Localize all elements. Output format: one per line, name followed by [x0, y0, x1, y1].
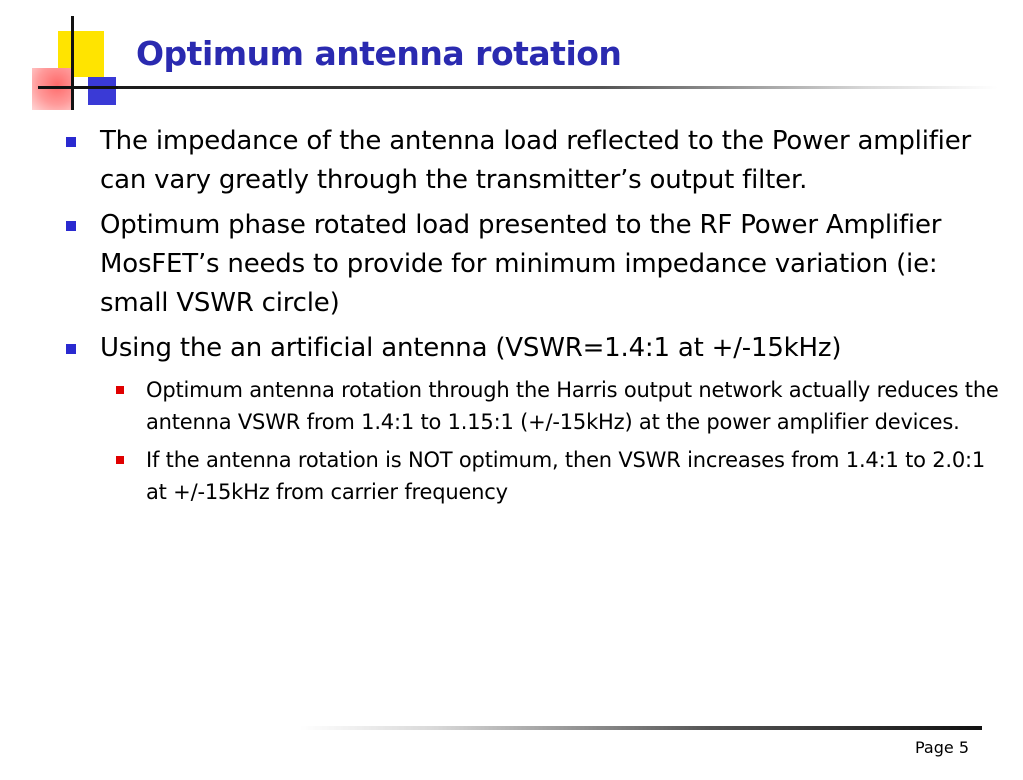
logo-blue-square — [88, 77, 116, 105]
bullet-text: Using the an artificial antenna (VSWR=1.4:1 at +/-15kHz) — [100, 333, 842, 363]
red-square-bullet-icon — [116, 456, 124, 464]
square-bullet-icon — [66, 221, 76, 231]
logo-vertical-line — [71, 16, 74, 110]
square-bullet-icon — [66, 344, 76, 354]
crosshair-squares-logo — [0, 0, 130, 120]
title-divider — [118, 86, 998, 89]
sub-bullet-item — [106, 374, 1000, 438]
bullet-text: Optimum phase rotated load presented to the RF Power Amplifier MosFET’s needs to provide for minimum impedance variation (ie: small VSWR circle) — [100, 210, 942, 318]
logo-red-square — [32, 68, 74, 110]
bullet-item — [60, 329, 1000, 368]
slide-title: Optimum antenna rotation — [136, 34, 622, 73]
page-number: Page 5 — [915, 738, 969, 757]
sub-bullet-text: Optimum antenna rotation through the Harris output network actually reduces the antenna VSWR from 1.4:1 to 1.15:1 (+/-15kHz) at the power amplifier devices. — [146, 378, 999, 434]
sub-bullet-text: If the antenna rotation is NOT optimum, then VSWR increases from 1.4:1 to 2.0:1 at +/-15kHz from carrier frequency — [146, 448, 986, 504]
footer-divider — [300, 726, 982, 730]
bullet-item — [60, 206, 1000, 323]
bullet-text: The impedance of the antenna load reflected to the Power amplifier can vary greatly through the transmitter’s output filter. — [100, 126, 971, 195]
sub-bullet-item — [106, 444, 1000, 508]
slide-body — [60, 122, 1000, 514]
square-bullet-icon — [66, 137, 76, 147]
red-square-bullet-icon — [116, 386, 124, 394]
bullet-item — [60, 122, 1000, 200]
logo-horizontal-line — [38, 86, 124, 89]
